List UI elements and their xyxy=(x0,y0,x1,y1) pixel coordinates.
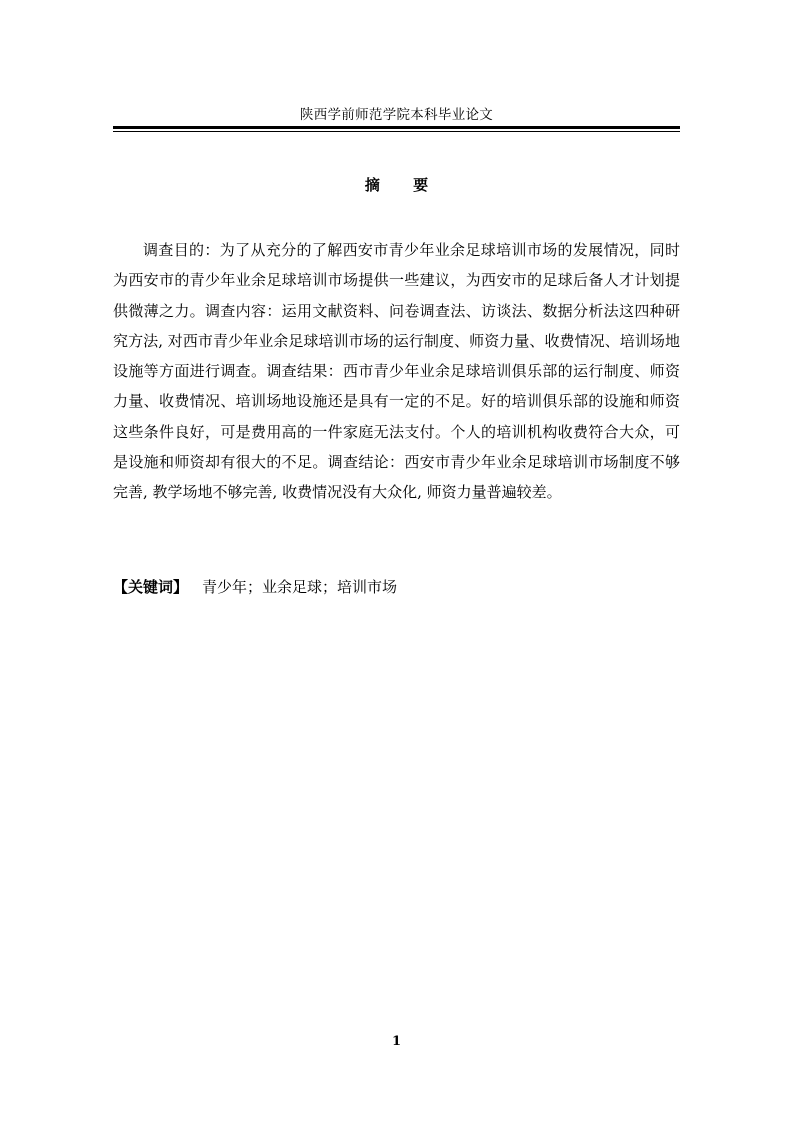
keywords-value: 青少年；业余足球；培训市场 xyxy=(202,578,398,596)
running-header-title: 陕西学前师范学院本科毕业论文 xyxy=(299,107,494,123)
keywords-line xyxy=(113,575,680,599)
header-rule-thin xyxy=(113,131,680,132)
page-number: 1 xyxy=(391,1034,402,1049)
abstract-body: 调查目的：为了从充分的了解西安市青少年业余足球培训市场的发展情况，同时为西安市的青少年业余足球培训市场提供一些建议，为西安市的足球后备人才计划提供微薄之力。调查内容：运用文献资料、问卷调查法、访谈法、数据分析法这四种研究方法, 对西市青少年业余足球培训市场的运行制度、师资力量、收费情况、培训场地设施等方面进行调查。调查结果：西市青少年业余足球培训俱乐部的运行制度、师资力量、收费情况、培训场地设施还是具有一定的不足。好的培训俱乐部的设施和师资这些条件良好，可是费用高的一件家庭无法支付。个人的培训机构收费符合大众，可是设施和师资却有很大的不足。调查结论：西安市青少年业余足球培训市场制度不够完善, 教学场地不够完善, 收费情况没有大众化, 师资力量普遍较差。 xyxy=(113,241,680,502)
header-rule-thick xyxy=(113,126,680,129)
abstract-heading: 摘 要 xyxy=(364,176,443,194)
keywords-label: 【关键词】 xyxy=(113,578,189,596)
